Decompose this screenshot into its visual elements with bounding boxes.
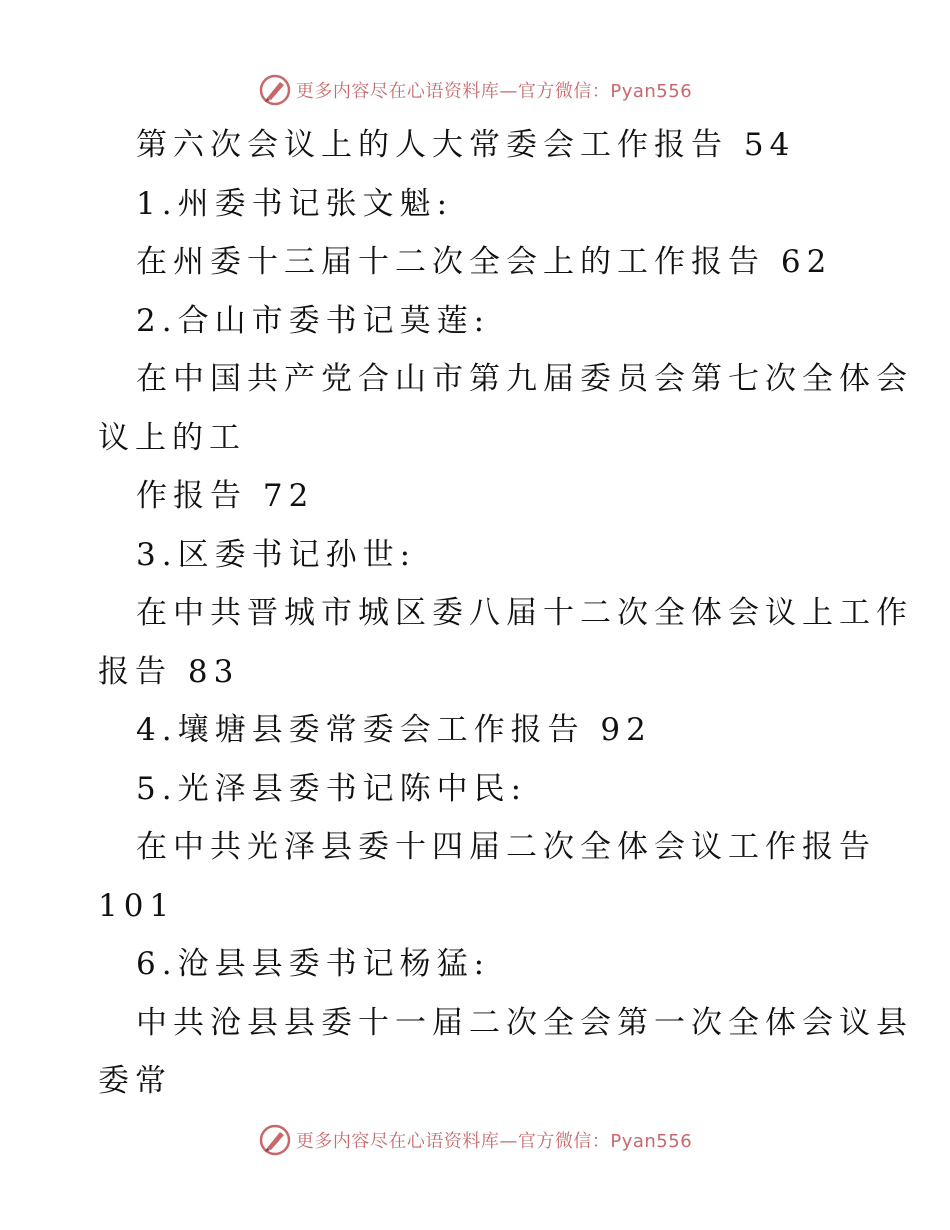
banner-text: 更多内容尽在心语资料库—官方微信：Pyan556 [295,81,693,102]
document-body [98,116,913,1111]
text-line: 101 [98,887,176,924]
text-line: 1.州委书记张文魁: [136,185,454,222]
footer-banner [0,1120,950,1160]
text-line: 5.光泽县委书记陈中民: [136,770,528,807]
pen-logo-icon [258,73,292,107]
text-line: 委常 [98,1063,172,1099]
text-line: 在中国共产党合山市第九届委员会第七次全体会 [136,361,913,397]
header-banner [0,70,950,110]
text-line: 在中共光泽县委十四届二次全体会议工作报告 [136,829,876,865]
banner-text: 更多内容尽在心语资料库—官方微信：Pyan556 [295,1131,693,1152]
text-line: 3.区委书记孙世: [136,536,417,573]
text-line: 中共沧县县委十一届二次全会第一次全体会议县 [136,1004,913,1041]
text-line: 6.沧县县委书记杨猛: [136,946,491,982]
text-line: 2.合山市委书记莫莲: [136,302,491,339]
text-line: 作报告 72 [136,478,315,514]
text-line: 4.壤塘县委常委会工作报告 92 [136,712,652,748]
pen-logo-icon [258,1123,292,1157]
text-line: 在州委十三届十二次全会上的工作报告 62 [136,244,833,280]
text-line: 议上的工 [98,419,246,456]
text-line: 在中共晋城市城区委八届十二次全体会议上工作 [136,595,913,631]
text-line: 报告 83 [98,653,240,690]
text-line: 第六次会议上的人大常委会工作报告 54 [136,127,796,163]
